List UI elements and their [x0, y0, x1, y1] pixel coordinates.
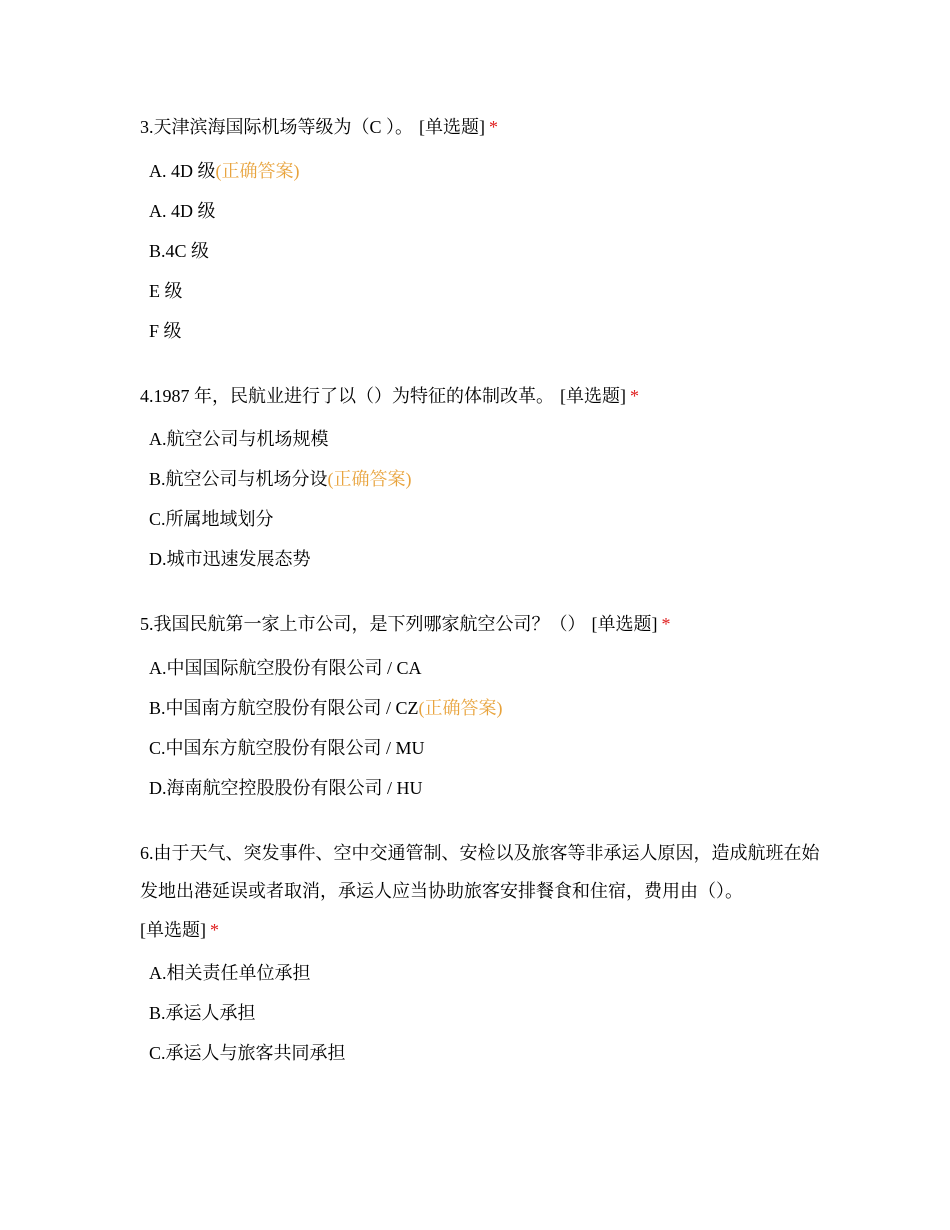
option-item[interactable]: [149, 311, 830, 351]
option-text: A.相关责任单位承担: [149, 963, 311, 983]
question-6: [140, 834, 830, 1074]
option-text: C.承运人与旅客共同承担: [149, 1043, 346, 1063]
option-text: B.承运人承担: [149, 1003, 256, 1023]
question-type: [单选题]: [591, 614, 658, 634]
option-item[interactable]: [149, 768, 830, 808]
option-text: D.海南航空控股股份有限公司 / HU: [149, 777, 423, 798]
question-type: [单选题]: [419, 117, 486, 137]
question-type: [单选题]: [140, 919, 206, 940]
question-5: [140, 605, 830, 808]
question-title: [140, 605, 830, 644]
option-list: [140, 953, 830, 1073]
option-item[interactable]: [149, 539, 830, 579]
correct-answer-mark: (正确答案): [418, 697, 503, 718]
option-text: C.中国东方航空股份有限公司 / MU: [149, 737, 425, 758]
option-item[interactable]: [149, 231, 830, 271]
option-text: C.所属地域划分: [149, 509, 274, 529]
option-item[interactable]: [149, 151, 830, 191]
correct-answer-mark: (正确答案): [327, 469, 412, 489]
required-mark: *: [661, 614, 671, 634]
option-text: B.4C 级: [149, 240, 210, 261]
question-text: 6.由于天气、突发事件、空中交通管制、安检以及旅客等非承运人原因，造成航班在始发地出港延误或者取消，承运人应当协助旅客安排餐食和住宿，费用由（）。: [140, 842, 820, 901]
required-mark: *: [489, 117, 499, 137]
option-item[interactable]: [149, 271, 830, 311]
question-title: [140, 377, 830, 416]
option-text: A.中国国际航空股份有限公司 / CA: [149, 657, 422, 678]
option-item[interactable]: [149, 499, 830, 539]
required-mark: *: [630, 385, 639, 406]
question-3: [140, 108, 830, 351]
option-text: F 级: [149, 320, 182, 341]
question-4: [140, 377, 830, 580]
option-text: D.城市迅速发展态势: [149, 549, 311, 569]
option-text: B.航空公司与机场分设: [149, 469, 328, 489]
option-text: A. 4D 级: [149, 160, 216, 181]
survey-page: [140, 108, 830, 1099]
required-mark: *: [210, 919, 219, 940]
option-item[interactable]: [149, 1033, 830, 1073]
question-text: 3.天津滨海国际机场等级为（C ）。: [140, 117, 414, 137]
option-text: A.航空公司与机场规模: [149, 429, 329, 449]
option-item[interactable]: [149, 688, 830, 728]
option-text: E 级: [149, 280, 183, 301]
question-text: 4.1987 年，民航业进行了以（）为特征的体制改革。: [140, 385, 554, 406]
question-title: [140, 834, 830, 950]
option-item[interactable]: [149, 419, 830, 459]
option-text: B.中国南方航空股份有限公司 / CZ: [149, 697, 419, 718]
question-title: [140, 108, 830, 147]
option-item[interactable]: [149, 993, 830, 1033]
option-item[interactable]: [149, 728, 830, 768]
question-text: 5.我国民航第一家上市公司，是下列哪家航空公司？（）: [140, 614, 586, 634]
question-type: [单选题]: [560, 385, 626, 406]
option-list: [140, 648, 830, 808]
option-item[interactable]: [149, 191, 830, 231]
option-text: A. 4D 级: [149, 200, 216, 221]
correct-answer-mark: (正确答案): [215, 160, 300, 181]
option-item[interactable]: [149, 459, 830, 499]
option-list: [140, 419, 830, 579]
option-item[interactable]: [149, 953, 830, 993]
option-list: [140, 151, 830, 351]
option-item[interactable]: [149, 648, 830, 688]
